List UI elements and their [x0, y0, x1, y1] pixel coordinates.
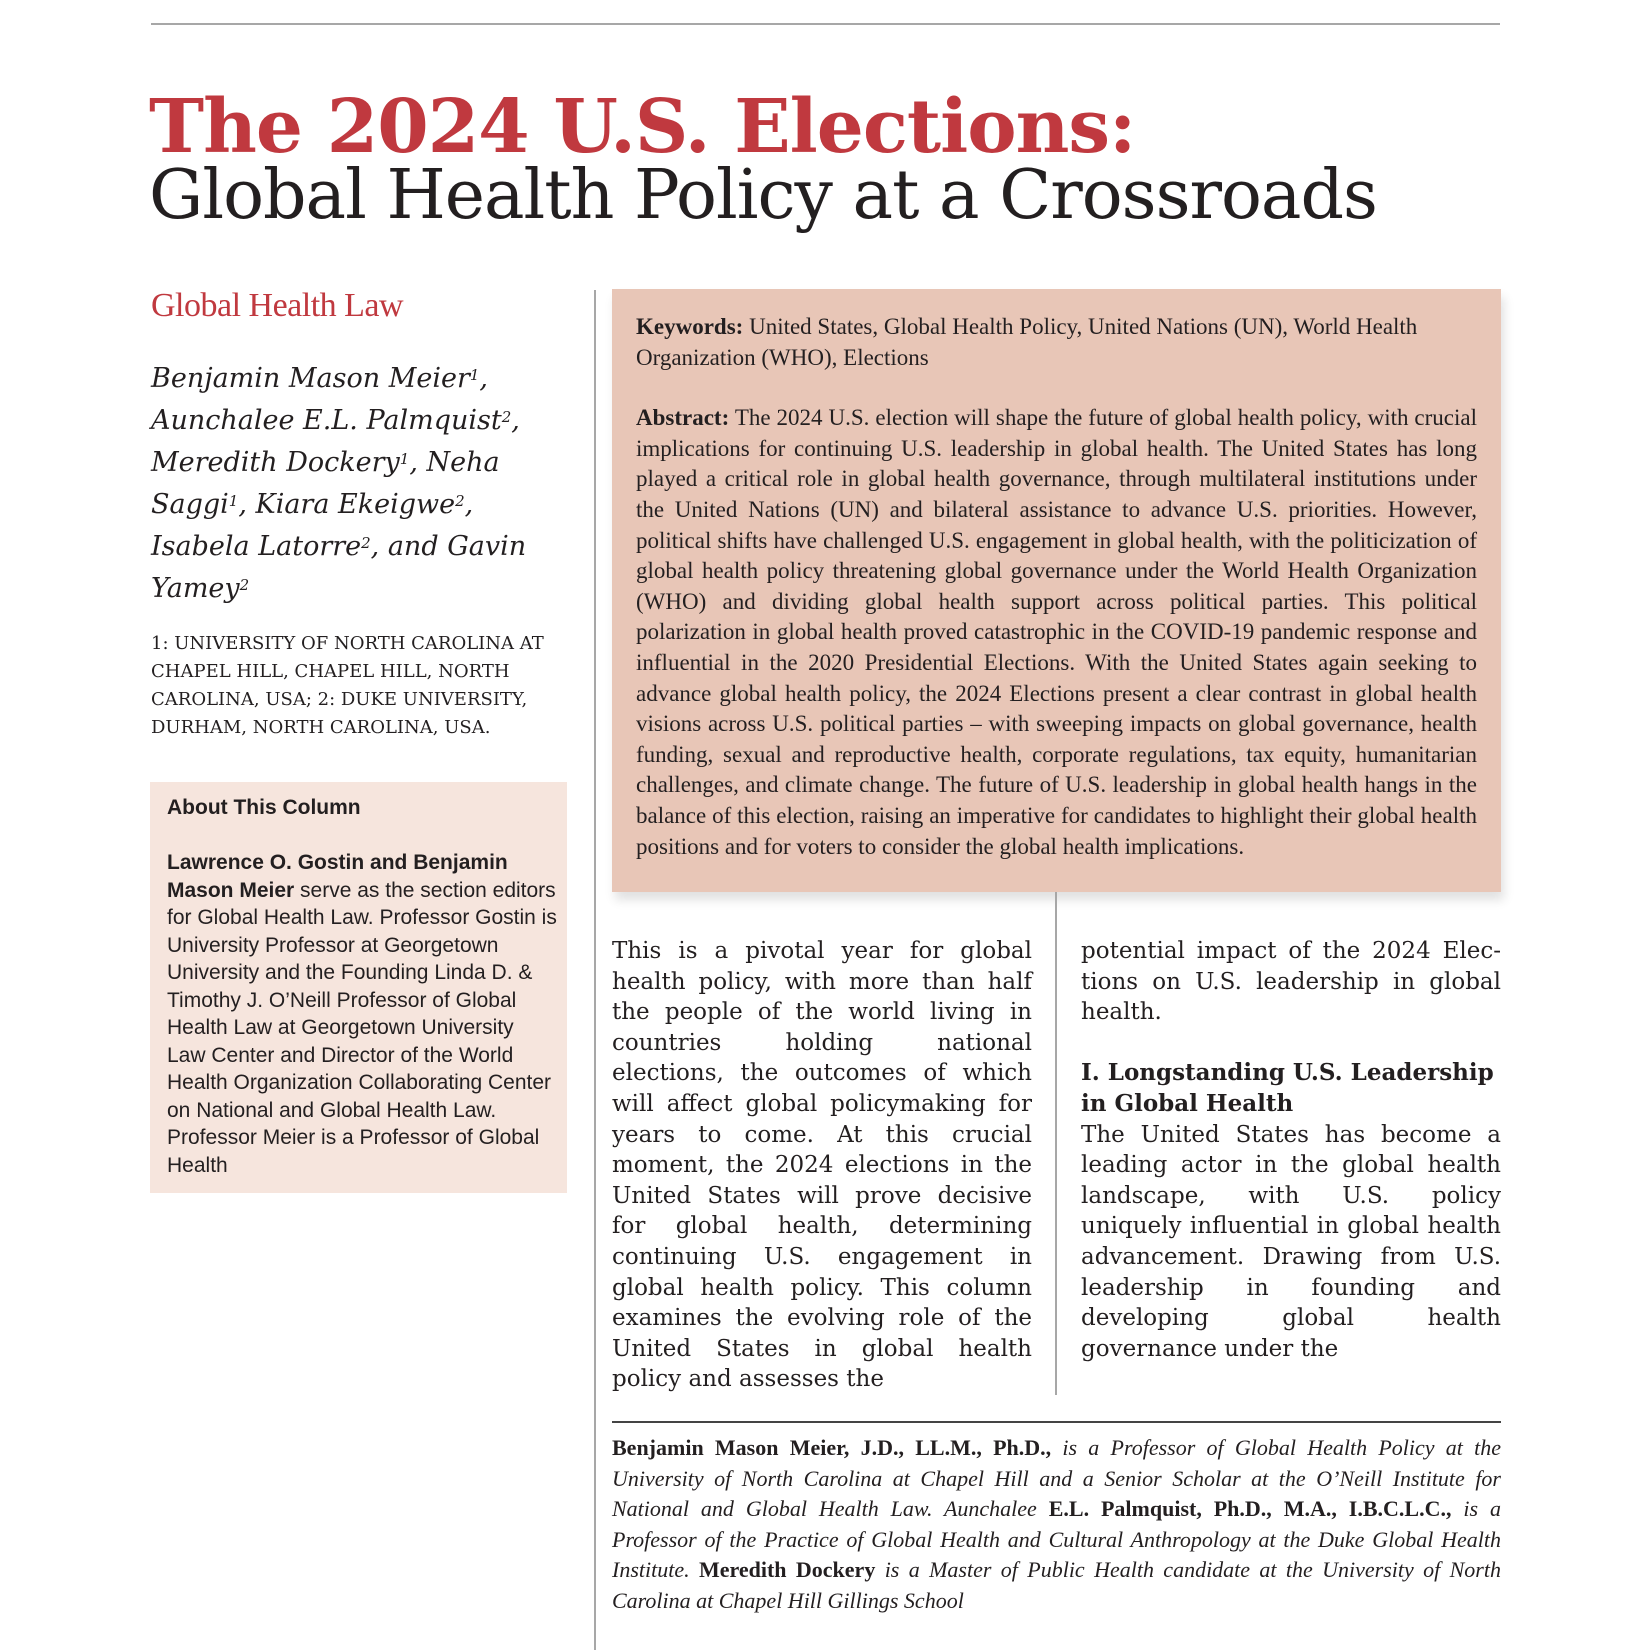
body-column-2: [1081, 936, 1501, 1395]
bio-text: is a Professor of the Practice of Global Health and Cultural Anthropology at the Duke Global Health Institute.: [612, 1496, 1501, 1582]
keywords-label: Keywords:: [636, 314, 744, 339]
author-affiliation-mark: 1: [469, 366, 480, 384]
column-divider-left: [594, 290, 596, 1650]
author-name: Neha Saggi: [151, 447, 500, 520]
author-separator: , and: [370, 531, 439, 562]
body-column-1: [612, 936, 1032, 1395]
body-columns: [612, 936, 1501, 1395]
about-column-content: [167, 794, 557, 1179]
section-label: Global Health Law: [151, 287, 404, 324]
author-affiliation-mark: 1: [228, 492, 239, 510]
left-column: [151, 286, 571, 1193]
author-name: Gavin Yamey: [151, 531, 527, 604]
abstract-content: [636, 312, 1477, 862]
column-divider-middle: [1055, 892, 1057, 1395]
abstract-text: The 2024 U.S. election will shape the future of global health policy, with crucial implications for continuing U.S. leadership in global health. The United States has long played a critical role in global health governance, through multilateral institutions under the United Nations (UN) and bilateral assistance to advance U.S. priorities. However, political shifts have challenged U.S. engagement in global health, with the politicization of global health policy threatening global governance under the World Health Organization (WHO) and dividing global health support across political parties. This political polarization in global health proved catastrophic in the COVID-19 pandemic response and influential in the 2020 Presidential Elections. With the United States again seeking to advance global health policy, the 2024 Elections present a clear contrast in global health visions across U.S. political parties – with sweeping impacts on global governance, health funding, sexual and reproductive health, corporate regulations, tax equity, humanitarian challenges, and climate change. The future of U.S. leadership in global health hangs in the balance of this election, raising an imperative for candidates to highlight their global health positions and for voters to consider the global health implications.: [636, 405, 1477, 859]
body-paragraph: potential impact of the 2024 Elections on U.S. leadership in global health.: [1081, 938, 1501, 1026]
title-line-2: Global Health Policy at a Crossroads: [149, 156, 1377, 235]
about-column-title: About This Column: [167, 796, 361, 819]
top-rule: [151, 23, 1500, 25]
author-affiliation-mark: 2: [239, 576, 250, 594]
about-column-text: [167, 849, 557, 1179]
author-separator: ,: [511, 405, 520, 436]
author-list: [151, 358, 571, 610]
affiliations: 1: UNIVERSITY OF NORTH CAROLINA AT CHAPEL HILL, CHAPEL HILL, NORTH CAROLINA, USA; 2: DUKE UNIVERSITY, DURHAM, NORTH CAROLINA, USA.: [151, 633, 544, 738]
about-editors: Lawrence O. Gostin and Benjamin Mason Meier: [167, 851, 508, 902]
author-affiliation-mark: 1: [399, 450, 410, 468]
bio-name: E.L. Palmquist, Ph.D., M.A., I.B.C.L.C.,: [1048, 1496, 1452, 1521]
body-paragraph: The United States has become a leading actor in the global health landscape, with U.S. policy uniquely influential in global health advancement. Drawing from U.S. leadership in founding and developing global health governance under the: [1081, 1121, 1501, 1362]
author-name: Aunchalee E.L. Palmquist: [151, 405, 502, 436]
author-name: Meredith Dockery: [151, 447, 400, 478]
bio-text: is a Professor of Global Health Policy at the University of North Carolina at Chapel Hill and a Senior Scholar at the O’Neill Institute for National and Global Health Law. Aunchalee: [612, 1435, 1502, 1521]
author-affiliation-mark: 2: [455, 492, 465, 510]
bio-text: is a Master of Public Health candidate at the University of North Carolina at Chapel Hill Gillings School: [612, 1557, 1501, 1613]
section-heading: I. Longstanding U.S. Leadership in Global Health: [1081, 1059, 1494, 1118]
bio-name: Benjamin Mason Meier, J.D., LL.M., Ph.D.,: [612, 1435, 1052, 1460]
abstract: [636, 403, 1477, 862]
keywords: [636, 312, 1477, 373]
keywords-text: United States, Global Health Policy, United Nations (UN), World Health Organization (WHO), Elections: [636, 314, 1418, 370]
author-name: Isabela Latorre: [151, 531, 362, 562]
about-column-box: [150, 782, 567, 1193]
author-name: Kiara Ekeigwe: [255, 489, 456, 520]
author-name: Benjamin Mason Meier: [151, 363, 470, 394]
bio-name: Meredith Dockery: [698, 1557, 876, 1582]
author-separator: ,: [238, 489, 247, 520]
author-separator: ,: [409, 447, 418, 478]
author-bios: [612, 1433, 1501, 1616]
bio-rule: [612, 1421, 1501, 1423]
title-line-1: The 2024 U.S. Elections:: [149, 84, 1136, 170]
abstract-label: Abstract:: [636, 405, 730, 431]
author-affiliation-mark: 2: [361, 534, 371, 552]
abstract-box: [612, 289, 1501, 892]
author-separator: ,: [464, 489, 474, 520]
author-affiliation-mark: 2: [501, 408, 512, 426]
author-separator: ,: [479, 363, 488, 394]
right-column: [612, 289, 1501, 1616]
body-paragraph: This is a pivotal year for global health policy, with more than half the people of the world living in countries holding national elections, the outcomes of which will affect global policymaking for years to come. At this crucial moment, the 2024 elections in the United States will prove decisive for global health, determining continuing U.S. engagement in global health policy. This column examines the evolving role of the United States in global health policy and assesses the: [612, 938, 1032, 1393]
about-description: serve as the section editors for Global Health Law. Professor Gostin is University Professor at Georgetown University and the Founding Linda D. & Timothy J. O’Neill Professor of Global Health Law at Georgetown University Law Center and Director of the World Health Organization Collaborating Center on National and Global Health Law. Professor Meier is a Professor of Global Health: [167, 878, 557, 1177]
